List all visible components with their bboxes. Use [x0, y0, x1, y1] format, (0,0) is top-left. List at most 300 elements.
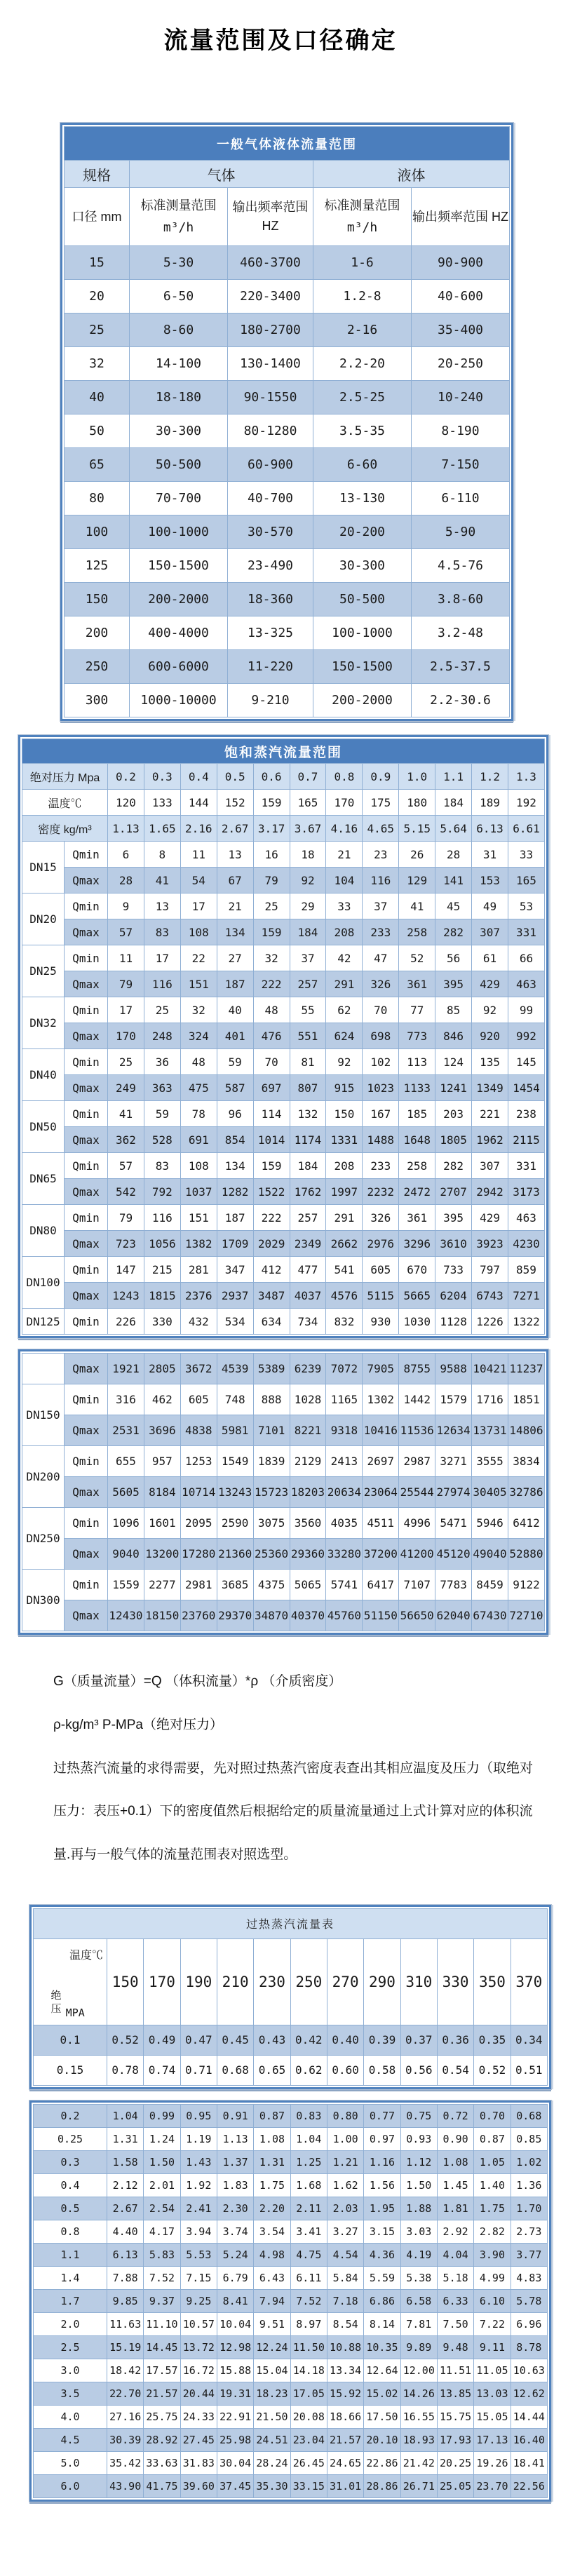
range-cell: 150-1500 [313, 650, 412, 684]
table-row [22, 1570, 545, 1600]
value-cell: 1.56 [364, 2173, 400, 2197]
diameter-cell: 125 [65, 549, 130, 583]
value-cell: 83 [144, 919, 180, 945]
table-row [22, 1508, 545, 1539]
general-gas-liquid-flow-table [64, 126, 510, 717]
pressure-cell: 0.2 [34, 2104, 107, 2127]
value-cell: 0.45 [217, 2025, 253, 2055]
table-row [22, 1179, 545, 1205]
value-cell: 0.40 [327, 2025, 363, 2055]
value-cell: 96 [217, 1101, 253, 1127]
value-cell: 0.99 [144, 2104, 180, 2127]
value-cell: 655 [108, 1446, 144, 1477]
value-cell: 0.87 [254, 2104, 290, 2127]
qmax-label: Qmax [65, 1127, 108, 1153]
qmax-label: Qmax [65, 1179, 108, 1205]
value-cell: 463 [508, 971, 544, 997]
formula-note: G（质量流量）=Q （体积流量）*ρ （介质密度） [53, 1674, 342, 1689]
range-cell: 35-400 [412, 313, 510, 347]
value-cell: 17.50 [364, 2405, 400, 2428]
value-cell: 3.90 [474, 2243, 511, 2266]
value-cell: 3296 [399, 1231, 435, 1257]
value-cell: 21.42 [400, 2451, 437, 2474]
value-cell: 5471 [435, 1508, 472, 1539]
value-cell: 6412 [508, 1508, 544, 1539]
value-cell: 624 [326, 1023, 363, 1049]
range-cell: 1.2-8 [313, 280, 412, 313]
temp-header-cell: 330 [437, 1938, 473, 2025]
table-title-row [22, 739, 545, 764]
value-cell: 13.34 [327, 2359, 363, 2382]
value-cell: 4.40 [107, 2220, 144, 2243]
value-cell: 5981 [217, 1415, 253, 1446]
value-cell: 832 [326, 1309, 363, 1335]
value-cell: 3075 [253, 1508, 290, 1539]
value-cell: 257 [290, 1205, 326, 1231]
value-cell: 1921 [108, 1354, 144, 1384]
value-cell: 2472 [399, 1179, 435, 1205]
value-cell: 3.15 [364, 2220, 400, 2243]
value-cell: 14806 [508, 1415, 544, 1446]
range-cell: 18-360 [228, 583, 313, 616]
value-cell: 141 [435, 868, 472, 893]
value-cell: 85 [435, 997, 472, 1023]
value-cell: 0.87 [474, 2127, 511, 2150]
value-cell: 0.7 [290, 764, 326, 790]
value-cell: 7.94 [254, 2289, 290, 2312]
table-row [34, 2359, 548, 2382]
qmin-label: Qmin [65, 1384, 108, 1415]
value-cell: 734 [290, 1309, 326, 1335]
value-cell: 5741 [326, 1570, 363, 1600]
qmin-label: Qmin [65, 945, 108, 971]
value-cell: 2.11 [290, 2197, 327, 2220]
saturated-steam-panel-1 [18, 735, 548, 1338]
value-cell: 11536 [399, 1415, 435, 1446]
value-cell: 0.77 [364, 2104, 400, 2127]
value-cell: 31.83 [180, 2451, 217, 2474]
qmax-label: Qmax [65, 1023, 108, 1049]
value-cell: 66 [508, 945, 544, 971]
value-cell: 165 [508, 868, 544, 893]
table-row [34, 2055, 548, 2085]
value-cell: 25544 [399, 1477, 435, 1508]
value-cell: 6.79 [217, 2266, 253, 2289]
range-cell: 8-190 [412, 414, 510, 448]
value-cell: 17.13 [474, 2428, 511, 2451]
dn-label: DN100 [22, 1257, 65, 1309]
value-cell: 41 [108, 1101, 144, 1127]
value-cell: 56650 [399, 1600, 435, 1631]
table-row [65, 280, 510, 313]
value-cell: 3555 [472, 1446, 508, 1477]
value-cell: 18203 [290, 1477, 326, 1508]
diameter-cell: 50 [65, 414, 130, 448]
dn-label: DN20 [22, 893, 65, 945]
value-cell: 23760 [180, 1600, 217, 1631]
value-cell: 291 [326, 1205, 363, 1231]
value-cell: 331 [508, 919, 544, 945]
value-cell: 2349 [290, 1231, 326, 1257]
value-cell: 1028 [290, 1384, 326, 1415]
table-row [34, 2220, 548, 2243]
pressure-cell: 0.8 [34, 2220, 107, 2243]
value-cell: 0.42 [290, 2025, 327, 2055]
value-cell: 20634 [326, 1477, 363, 1508]
value-cell: 11 [108, 945, 144, 971]
value-cell: 1.95 [364, 2197, 400, 2220]
value-cell: 930 [363, 1309, 399, 1335]
dn-label: DN50 [22, 1101, 65, 1153]
value-cell: 6239 [290, 1354, 326, 1384]
range-cell: 150-1500 [130, 549, 228, 583]
value-cell: 12.64 [364, 2359, 400, 2382]
value-cell: 0.8 [326, 764, 363, 790]
pressure-cell: 4.0 [34, 2405, 107, 2428]
value-cell: 0.43 [254, 2025, 290, 2055]
range-cell: 6-60 [313, 448, 412, 482]
value-cell: 18.41 [511, 2451, 547, 2474]
superheated-steam-panel-1 [29, 1905, 551, 2089]
value-cell: 1716 [472, 1384, 508, 1415]
value-cell: 203 [435, 1101, 472, 1127]
value-cell: 5389 [253, 1354, 290, 1384]
value-cell: 41 [399, 893, 435, 919]
value-cell: 208 [326, 919, 363, 945]
temp-header-cell: 190 [180, 1938, 217, 2025]
value-cell: 1322 [508, 1309, 544, 1335]
value-cell: 1037 [180, 1179, 217, 1205]
table-row [34, 2266, 548, 2289]
value-cell: 0.70 [474, 2104, 511, 2127]
value-cell: 5.64 [435, 816, 472, 842]
gas-range-header [130, 188, 228, 246]
table-row [34, 2025, 548, 2055]
value-cell: 846 [435, 1023, 472, 1049]
range-cell: 3.8-60 [412, 583, 510, 616]
value-cell: 1.92 [180, 2173, 217, 2197]
value-cell: 8.54 [327, 2312, 363, 2335]
temp-axis-label: 温度℃ [69, 1949, 103, 1962]
qmin-label: Qmin [65, 1309, 108, 1335]
value-cell: 0.97 [364, 2127, 400, 2150]
value-cell: 6.86 [364, 2289, 400, 2312]
value-cell: 20.44 [180, 2382, 217, 2405]
value-cell: 412 [253, 1257, 290, 1283]
value-cell: 0.91 [217, 2104, 253, 2127]
value-cell: 1.0 [399, 764, 435, 790]
value-cell: 11.50 [290, 2335, 327, 2359]
value-cell: 26.45 [290, 2451, 327, 2474]
value-cell: 180 [399, 790, 435, 816]
value-cell: 2.01 [144, 2173, 180, 2197]
value-cell: 3.67 [290, 816, 326, 842]
diameter-cell: 20 [65, 280, 130, 313]
value-cell: 2376 [180, 1283, 217, 1309]
value-cell: 1.13 [217, 2127, 253, 2150]
value-cell: 159 [253, 919, 290, 945]
value-cell: 7.52 [144, 2266, 180, 2289]
value-cell: 1331 [326, 1127, 363, 1153]
value-cell: 5946 [472, 1508, 508, 1539]
value-cell: 5665 [399, 1283, 435, 1309]
range-cell: 400-4000 [130, 616, 228, 650]
value-cell: 120 [108, 790, 144, 816]
page-title: 流量范围及口径确定 [163, 27, 398, 54]
value-cell: 2981 [180, 1570, 217, 1600]
temp-header-cell: 350 [474, 1938, 511, 2025]
value-cell: 634 [253, 1309, 290, 1335]
value-cell: 32 [180, 997, 217, 1023]
qmax-label: Qmax [65, 1539, 108, 1570]
temp-header-cell: 270 [327, 1938, 363, 2025]
value-cell: 4511 [363, 1508, 399, 1539]
value-cell: 27.16 [107, 2405, 144, 2428]
dn-label: DN80 [22, 1205, 65, 1257]
value-cell: 40 [217, 997, 253, 1023]
range-cell: 30-300 [313, 549, 412, 583]
value-cell: 22.86 [364, 2451, 400, 2474]
value-cell: 5.78 [511, 2289, 547, 2312]
value-cell: 1.81 [437, 2197, 473, 2220]
value-cell: 108 [180, 919, 217, 945]
value-cell: 6 [108, 842, 144, 868]
value-cell: 1.16 [364, 2150, 400, 2173]
range-cell: 13-325 [228, 616, 313, 650]
table-row [22, 1415, 545, 1446]
value-cell: 134 [217, 919, 253, 945]
pressure-cell: 3.0 [34, 2359, 107, 2382]
value-cell: 15.19 [107, 2335, 144, 2359]
value-cell: 395 [435, 1205, 472, 1231]
value-cell: 27 [217, 945, 253, 971]
value-cell: 10.57 [180, 2312, 217, 2335]
value-cell: 1648 [399, 1127, 435, 1153]
value-cell: 41 [144, 868, 180, 893]
qmax-label: Qmax [65, 1283, 108, 1309]
table-row [22, 1384, 545, 1415]
value-cell: 13.85 [437, 2382, 473, 2405]
value-cell: 21.50 [254, 2405, 290, 2428]
value-cell: 9.25 [180, 2289, 217, 2312]
value-cell: 697 [253, 1075, 290, 1101]
value-cell: 184 [290, 1153, 326, 1179]
value-cell: 1.08 [254, 2127, 290, 2150]
table-row [34, 2428, 548, 2451]
value-cell: 1.43 [180, 2150, 217, 2173]
value-cell: 32786 [508, 1477, 544, 1508]
value-cell: 257 [290, 971, 326, 997]
value-cell: 1226 [472, 1309, 508, 1335]
value-cell: 49040 [472, 1539, 508, 1570]
value-cell: 10416 [363, 1415, 399, 1446]
value-cell: 51150 [363, 1600, 399, 1631]
density-note: ρ-kg/m³ P-MPa（绝对压力） [53, 1717, 223, 1732]
range-cell: 5-90 [412, 515, 510, 549]
qmin-label: Qmin [65, 1049, 108, 1075]
value-cell: 48 [180, 1049, 217, 1075]
value-cell: 1282 [217, 1179, 253, 1205]
value-cell: 2987 [399, 1446, 435, 1477]
value-cell: 185 [399, 1101, 435, 1127]
value-cell: 7.22 [474, 2312, 511, 2335]
value-cell: 248 [144, 1023, 180, 1049]
value-cell: 18.42 [107, 2359, 144, 2382]
range-cell: 20-250 [412, 347, 510, 381]
superheated-steam-table [33, 1908, 548, 2086]
value-cell: 28 [108, 868, 144, 893]
range-cell: 50-500 [313, 583, 412, 616]
value-cell: 9588 [435, 1354, 472, 1384]
value-cell: 14.45 [144, 2335, 180, 2359]
value-cell: 1488 [363, 1127, 399, 1153]
pressure-cell: 3.5 [34, 2382, 107, 2405]
saturated-steam-panel-2 [18, 1349, 548, 1635]
value-cell: 45 [435, 893, 472, 919]
qmax-label: Qmax [65, 1600, 108, 1631]
value-cell: 159 [253, 790, 290, 816]
value-cell: 1.31 [107, 2127, 144, 2150]
range-cell: 2.5-25 [313, 381, 412, 414]
value-cell: 30405 [472, 1477, 508, 1508]
value-cell: 11.63 [107, 2312, 144, 2335]
range-cell: 9-210 [228, 684, 313, 717]
value-cell: 1056 [144, 1231, 180, 1257]
value-cell: 1174 [290, 1127, 326, 1153]
value-cell: 175 [363, 790, 399, 816]
value-cell: 9.48 [437, 2335, 473, 2359]
value-cell: 888 [253, 1384, 290, 1415]
value-cell: 2697 [363, 1446, 399, 1477]
value-cell: 16.72 [180, 2359, 217, 2382]
value-cell: 3.54 [254, 2220, 290, 2243]
value-cell: 361 [399, 971, 435, 997]
dn-label: DN32 [22, 997, 65, 1049]
value-cell: 35.42 [107, 2451, 144, 2474]
value-cell: 0.93 [400, 2127, 437, 2150]
value-cell: 7.15 [180, 2266, 217, 2289]
value-cell: 0.37 [400, 2025, 437, 2055]
range-cell: 2.5-37.5 [412, 650, 510, 684]
range-cell: 18-180 [130, 381, 228, 414]
range-cell: 3.5-35 [313, 414, 412, 448]
pressure-cell: 1.7 [34, 2289, 107, 2312]
value-cell: 1014 [253, 1127, 290, 1153]
value-cell: 2.67 [107, 2197, 144, 2220]
value-cell: 5.53 [180, 2243, 217, 2266]
table1-title: 一般气体液体流量范围 [65, 127, 510, 161]
value-cell: 792 [144, 1179, 180, 1205]
value-cell: 147 [108, 1257, 144, 1283]
value-cell: 15.92 [327, 2382, 363, 2405]
value-cell: 52880 [508, 1539, 544, 1570]
table-row [22, 997, 545, 1023]
value-cell: 10714 [180, 1477, 217, 1508]
value-cell: 17 [144, 945, 180, 971]
value-cell: 3.03 [400, 2220, 437, 2243]
value-cell: 1.04 [107, 2104, 144, 2127]
diameter-cell: 25 [65, 313, 130, 347]
value-cell: 16 [253, 842, 290, 868]
value-cell: 6.96 [511, 2312, 547, 2335]
range-header-label: 标准测量范围 [140, 198, 217, 213]
value-cell: 2115 [508, 1127, 544, 1153]
value-cell: 12.98 [217, 2335, 253, 2359]
value-cell: 10.04 [217, 2312, 253, 2335]
table-row [22, 868, 545, 893]
range-cell: 8-60 [130, 313, 228, 347]
value-cell: 28.86 [364, 2474, 400, 2497]
value-cell: 0.95 [180, 2104, 217, 2127]
qmax-label: Qmax [65, 1415, 108, 1446]
table-row [65, 616, 510, 650]
value-cell: 5.24 [217, 2243, 253, 2266]
value-cell: 77 [399, 997, 435, 1023]
value-cell: 1.83 [217, 2173, 253, 2197]
value-cell: 13200 [144, 1539, 180, 1570]
value-cell: 8.78 [511, 2335, 547, 2359]
value-cell: 0.75 [400, 2104, 437, 2127]
diameter-cell: 80 [65, 482, 130, 515]
value-cell: 8 [144, 842, 180, 868]
value-cell: 18 [290, 842, 326, 868]
value-cell: 25360 [253, 1539, 290, 1570]
value-cell: 36 [144, 1049, 180, 1075]
range-cell: 100-1000 [313, 616, 412, 650]
value-cell: 7.18 [327, 2289, 363, 2312]
value-cell: 20.25 [437, 2451, 473, 2474]
range-cell: 1-6 [313, 246, 412, 280]
pressure-cell: 0.5 [34, 2197, 107, 2220]
value-cell: 165 [290, 790, 326, 816]
value-cell: 8.41 [217, 2289, 253, 2312]
value-cell: 48 [253, 997, 290, 1023]
value-cell: 2.67 [217, 816, 253, 842]
table-row [22, 945, 545, 971]
value-cell: 698 [363, 1023, 399, 1049]
value-cell: 170 [326, 790, 363, 816]
value-cell: 2.20 [254, 2197, 290, 2220]
value-cell: 11 [180, 842, 217, 868]
table-title-row [65, 127, 510, 161]
sub-header-row [65, 188, 510, 246]
value-cell: 221 [472, 1101, 508, 1127]
value-cell: 401 [217, 1023, 253, 1049]
value-cell: 605 [363, 1257, 399, 1283]
value-cell: 40370 [290, 1600, 326, 1631]
value-cell: 4.17 [144, 2220, 180, 2243]
value-cell: 249 [108, 1075, 144, 1101]
value-cell: 15.05 [474, 2405, 511, 2428]
value-cell: 24.51 [254, 2428, 290, 2451]
qmax-label: Qmax [65, 1075, 108, 1101]
value-cell: 1.65 [144, 816, 180, 842]
value-cell: 27974 [435, 1477, 472, 1508]
value-cell: 33.15 [290, 2474, 327, 2497]
qmin-label: Qmin [65, 893, 108, 919]
range-cell: 200-2000 [313, 684, 412, 717]
value-cell: 723 [108, 1231, 144, 1257]
value-cell: 23.04 [290, 2428, 327, 2451]
value-cell: 114 [253, 1101, 290, 1127]
value-cell: 21 [326, 842, 363, 868]
value-cell: 748 [217, 1384, 253, 1415]
value-cell: 0.65 [254, 2055, 290, 2085]
value-cell: 29370 [217, 1600, 253, 1631]
table-row [65, 482, 510, 515]
pressure-cell: 6.0 [34, 2474, 107, 2497]
value-cell: 39.60 [180, 2474, 217, 2497]
